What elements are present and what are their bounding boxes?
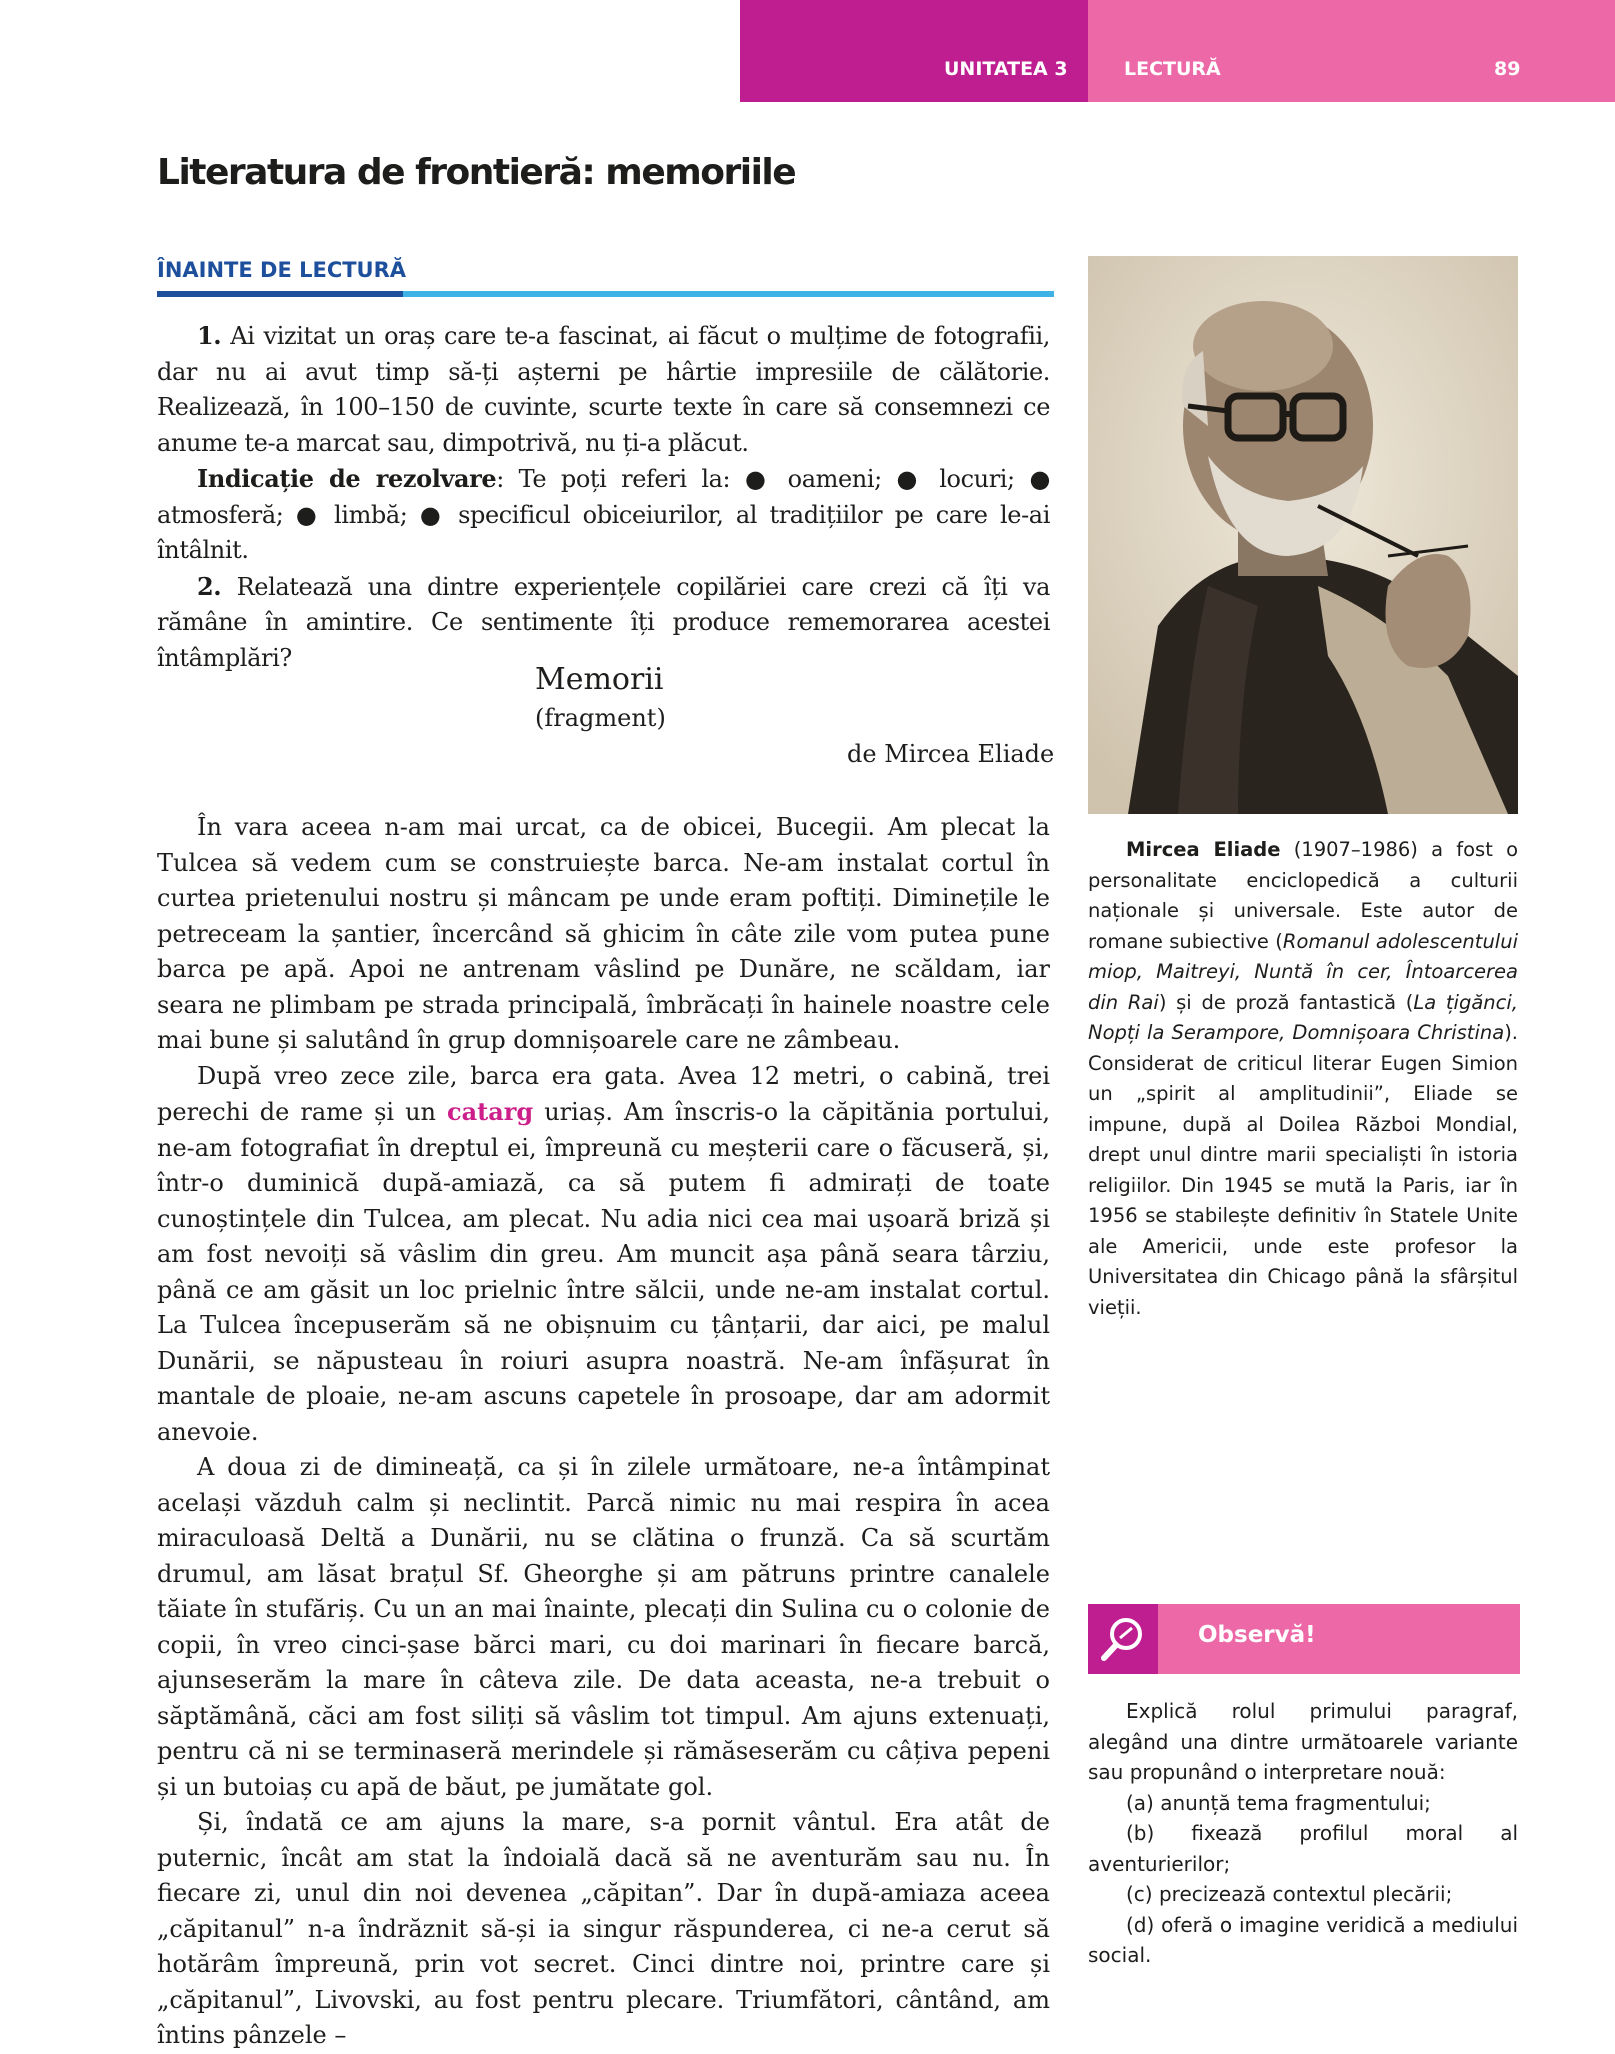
option-d: (d) oferă o imagine veridică a mediului social. [1088, 1912, 1518, 1967]
observe-intro: Explică rolul primului paragraf, alegând una dintre următoarele variante sau propunând o interpretare nouă: [1088, 1699, 1518, 1784]
option-b: (b) fixează profilul moral al aventurierilor; [1088, 1821, 1518, 1876]
heading-rule-accent [157, 291, 403, 297]
author-biography: Mircea Eliade (1907–1986) a fost o personalitate enciclopedică a culturii naționale și universale. Este autor de romane subiective (Romanul adolescentului miop, Maitreyi, Nuntă în cer, Întoarcerea din Rai) și de proză fantastică (La țigănci, Nopți la Serampore, Domnișoara Christina). Considerat de criticul literar Eugen Simion un „spirit al amplitudinii”, Eliade se impune, după al Doilea Război Mondial, drept unul dintre marii specialiști în istoria religiilor. Din 1945 se mută la Paris, iar în 1956 se stabilește definitiv în Statele Unite ale Americii, unde este profesor la Universitatea din Chicago până la sfârșitul vieții. [1088, 838, 1519, 1319]
unit-label: UNITATEA 3 [944, 58, 1068, 80]
task-2: 2. Relatează una dintre experiențele copilăriei care crezi că îți va rămâne în amintire. Ce sentimente îți produce rememorarea acestei întâmplări? [157, 571, 1050, 672]
section-label: LECTURĂ [1124, 58, 1221, 80]
observe-task [1088, 1696, 1518, 1971]
paragraph-3: A doua zi de dimineață, ca și în zilele următoare, ne-a întâmpinat același văzduh calm și neclintit. Parcă nimic nu mai respira în acea miraculoasă Deltă a Dunării, nu se clătina o frunză. Ca să scurtăm drumul, am lăsat brațul Sf. Gheorghe și am pătruns printre canalele tăiate în stufăriș. Cu un an mai înainte, plecați din Sulina cu o colonie de copii, în vreo cinci-șase bărci mari, cu doi marinari în fiecare barcă, ajunseserăm la mare în câteva zile. De data aceasta, ne-a trebuit o săptămână, căci am fost siliți să vâslim tot timpul. Am ajuns extenuați, pentru că ni se terminaseră merindele și rămăseserăm cu câțiva pepeni și un butoiaș cu apă de băut, pe jumătate gol. [157, 1453, 1050, 1801]
author-portrait-photo [1088, 256, 1518, 814]
fragment-subtitle: (fragment) [535, 704, 666, 732]
before-reading-tasks [157, 318, 1050, 676]
page-title: Literatura de frontieră: memoriile [157, 152, 796, 193]
fragment-author: de Mircea Eliade [847, 740, 1055, 768]
before-reading-heading: ÎNAINTE DE LECTURĂ [157, 258, 407, 282]
header-section-band [1088, 0, 1615, 102]
page-number: 89 [1494, 58, 1521, 80]
task-1: 1. Ai vizitat un oraș care te-a fascinat, ai făcut o mulțime de fotografii, dar nu ai avut timp să-ți așterni pe hârtie impresiile de călătorie. Realizează, în 100–150 de cuvinte, scurte texte în care să consemnezi ce anume te-a marcat sau, dimpotrivă, nu ți-a plăcut. [157, 321, 1050, 457]
header-unit-band [740, 0, 1088, 102]
observe-title: Observă! [1198, 1622, 1316, 1648]
fragment-text [157, 810, 1050, 2054]
fragment-title: Memorii [535, 662, 664, 697]
bio-name: Mircea Eliade [1126, 838, 1281, 861]
magnifier-icon [1088, 1604, 1158, 1674]
option-a: (a) anunță tema fragmentului; [1126, 1790, 1431, 1815]
paragraph-2: După vreo zece zile, barca era gata. Avea 12 metri, o cabină, trei perechi de rame și un catarg uriaș. Am înscris-o la căpitănia portului, ne-am fotografiat în dreptul ei, împreună cu meșterii care o făcuseră, și, într-o duminică după-amiază, ca să putem fi admirați de toate cunoștințele din Tulcea, am plecat. Nu adia nici cea mai ușoară briză și am fost nevoiți să vâslim din greu. Am muncit așa până seara târziu, până ce am găsit un loc prielnic între sălcii, unde ne-am instalat cortul. La Tulcea începuserăm să ne obișnuim cu țânțarii, dar aici, pe malul Dunării, se năpusteau în roiuri asupra noastră. Ne-am înfășurat în mantale de ploaie, ne-am ascuns capetele în prosoape, dar am adormit anevoie. [157, 1061, 1050, 1446]
paragraph-4: Și, îndată ce am ajuns la mare, s-a pornit vântul. Era atât de puternic, încât am stat la îndoială dacă să ne aventurăm sau nu. În fiecare zi, unul din noi devenea „căpitan”. Dar în după-amiaza aceea „căpitanul” n-a îndrăznit să-și ia singur răspunderea, ci ne-a cerut să hotărâm împreună, prin vot secret. Cinci dintre noi, printre care și „căpitanul”, Livovski, au fost pentru plecare. Triumfători, cântând, am întins pânzele – [157, 1808, 1050, 2049]
glossary-keyword[interactable]: catarg [446, 1097, 534, 1126]
task-hint: Indicație de rezolvare: Te poți referi la: ● oameni; ● locuri; ● atmosferă; ● limbă; ● specificul obiceiurilor, al tradițiilor pe care le-ai întâlnit. [157, 464, 1050, 564]
paragraph-1: În vara aceea n-am mai urcat, ca de obicei, Bucegii. Am plecat la Tulcea să vedem cum se construiește barca. Ne-am instalat cortul în curtea prietenului nostru și mâncam pe unde eram poftiți. Diminețile le petreceam la șantier, încercând să ghicim în câte zile vom putea pune barca pe apă. Apoi ne antrenam vâslind pe Dunăre, ne scăldam, iar seara ne plimbam pe strada principală, îmbrăcați în hainele noastre cele mai bune și salutând în grup domnișoarele care ne zâmbeau. [157, 813, 1050, 1054]
option-c: (c) precizează contextul plecării; [1126, 1882, 1453, 1906]
observe-icon-box [1088, 1604, 1158, 1674]
